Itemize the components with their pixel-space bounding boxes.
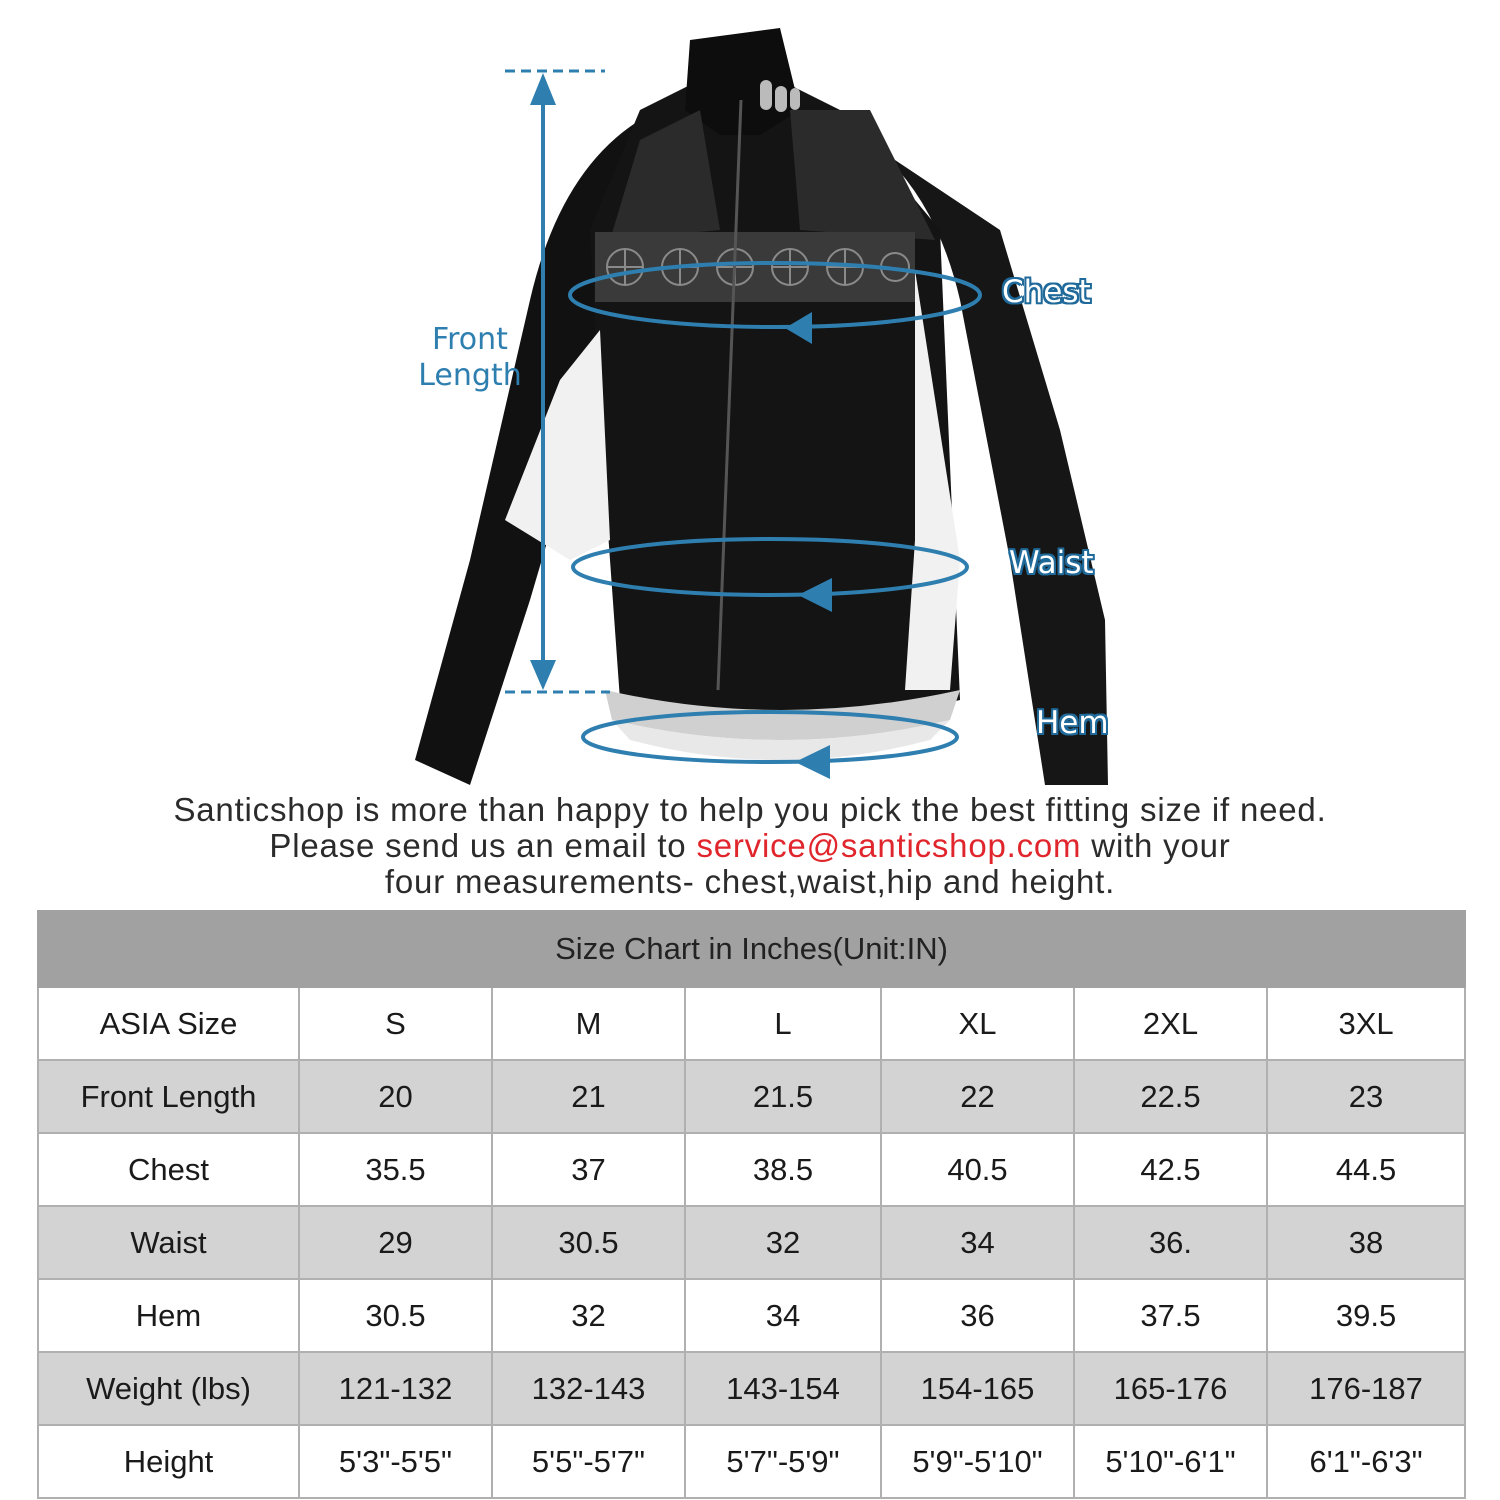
table-cell: 34	[881, 1206, 1074, 1279]
table-cell: 22.5	[1074, 1060, 1267, 1133]
waist-label: Waist	[1009, 545, 1094, 581]
collar-mark	[790, 88, 800, 110]
collar	[685, 28, 800, 135]
collar-mark	[775, 86, 787, 112]
table-cell: 143-154	[685, 1352, 881, 1425]
jacket-image	[415, 28, 1108, 785]
row-label: Front Length	[38, 1060, 299, 1133]
table-row	[38, 1425, 1465, 1498]
table-cell: 40.5	[881, 1133, 1074, 1206]
table-cell: 32	[492, 1279, 685, 1352]
front-length-label-line2: Length	[418, 358, 522, 393]
size-chart-table	[37, 910, 1466, 1499]
table-cell: 5'9"-5'10"	[881, 1425, 1074, 1498]
table-cell: 30.5	[299, 1279, 492, 1352]
table-row	[38, 987, 1465, 1060]
collar-mark	[760, 80, 772, 110]
table-cell: 176-187	[1267, 1352, 1465, 1425]
help-message	[0, 792, 1500, 900]
table-cell: 3XL	[1267, 987, 1465, 1060]
row-label: Chest	[38, 1133, 299, 1206]
table-cell: 165-176	[1074, 1352, 1267, 1425]
row-label: Waist	[38, 1206, 299, 1279]
help-line-3: four measurements- chest,waist,hip and height.	[384, 863, 1116, 900]
table-row	[38, 1133, 1465, 1206]
table-cell: 21	[492, 1060, 685, 1133]
table-cell: 132-143	[492, 1352, 685, 1425]
table-body	[38, 987, 1465, 1498]
row-label: Weight (lbs)	[38, 1352, 299, 1425]
table-title-row	[38, 911, 1465, 987]
help-line-2	[0, 828, 1500, 864]
table-cell: 35.5	[299, 1133, 492, 1206]
table-cell: 38	[1267, 1206, 1465, 1279]
table-cell: 5'7"-5'9"	[685, 1425, 881, 1498]
table-cell: 30.5	[492, 1206, 685, 1279]
table-row	[38, 1352, 1465, 1425]
table-cell: 32	[685, 1206, 881, 1279]
table-cell: M	[492, 987, 685, 1060]
table-cell: 5'10"-6'1"	[1074, 1425, 1267, 1498]
table-cell: 38.5	[685, 1133, 881, 1206]
table-cell: 37	[492, 1133, 685, 1206]
front-length-arrow-down	[530, 660, 556, 690]
front-length-arrow-up	[530, 73, 556, 105]
table-title: Size Chart in Inches(Unit:IN)	[38, 911, 1465, 987]
table-cell: 39.5	[1267, 1279, 1465, 1352]
table-cell: 154-165	[881, 1352, 1074, 1425]
table-cell: 22	[881, 1060, 1074, 1133]
chest-label: Chest	[1002, 274, 1091, 310]
table-cell: XL	[881, 987, 1074, 1060]
table-cell: 20	[299, 1060, 492, 1133]
table-cell: 21.5	[685, 1060, 881, 1133]
table-cell: 5'5"-5'7"	[492, 1425, 685, 1498]
row-label: Hem	[38, 1279, 299, 1352]
front-length-label-line1: Front	[432, 322, 508, 357]
table-cell: 37.5	[1074, 1279, 1267, 1352]
support-email-link[interactable]: service@santicshop.com	[696, 827, 1082, 864]
table-cell: 121-132	[299, 1352, 492, 1425]
help-line-2-before: Please send us an email to	[269, 827, 697, 864]
table-cell: 2XL	[1074, 987, 1267, 1060]
table-cell: 42.5	[1074, 1133, 1267, 1206]
hem-label: Hem	[1036, 705, 1109, 741]
table-cell: 6'1"-6'3"	[1267, 1425, 1465, 1498]
table-cell: L	[685, 987, 881, 1060]
row-label: ASIA Size	[38, 987, 299, 1060]
table-cell: 36.	[1074, 1206, 1267, 1279]
table-cell: S	[299, 987, 492, 1060]
table-cell: 29	[299, 1206, 492, 1279]
help-line-1: Santicshop is more than happy to help you pick the best fitting size if need.	[173, 791, 1327, 828]
table-cell: 23	[1267, 1060, 1465, 1133]
table-cell: 44.5	[1267, 1133, 1465, 1206]
table-row	[38, 1206, 1465, 1279]
table-row	[38, 1060, 1465, 1133]
table-cell: 36	[881, 1279, 1074, 1352]
front-length-label	[414, 322, 526, 394]
table-cell: 34	[685, 1279, 881, 1352]
table-cell: 5'3"-5'5"	[299, 1425, 492, 1498]
table-row	[38, 1279, 1465, 1352]
help-line-2-after: with your	[1081, 827, 1231, 864]
row-label: Height	[38, 1425, 299, 1498]
